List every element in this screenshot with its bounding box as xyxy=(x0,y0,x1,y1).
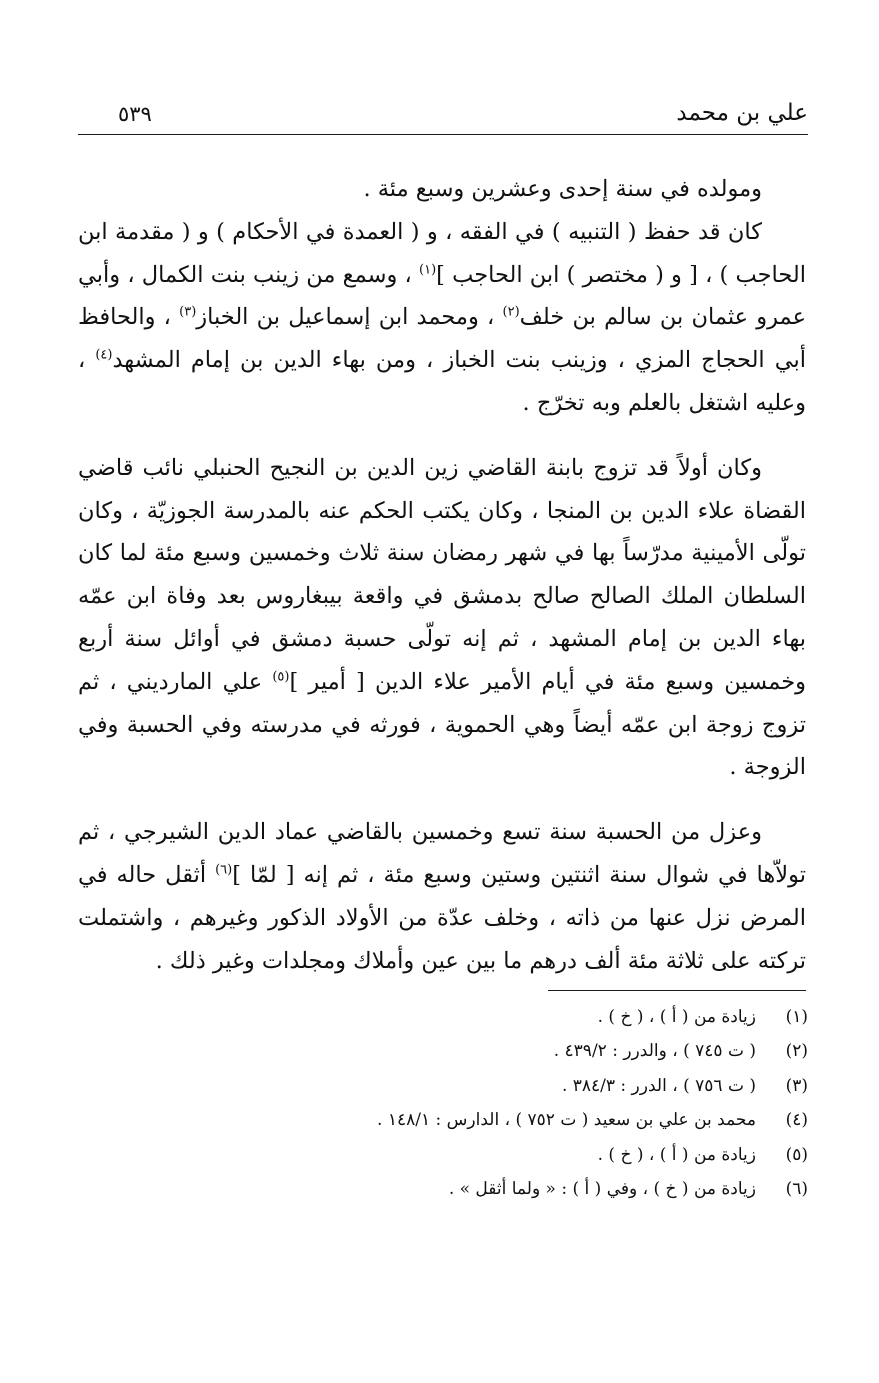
footnote xyxy=(300,1000,808,1034)
footnote-reference: (١) xyxy=(419,262,437,278)
running-header xyxy=(78,92,808,135)
footnote xyxy=(300,1103,808,1137)
footnote-reference: (٥) xyxy=(272,669,290,685)
paragraph xyxy=(78,211,806,425)
running-title: علي بن محمد xyxy=(676,100,808,126)
footnote-text: ( ت ٧٥٦ ) ، الدرر : ٣٨٤/٣ . xyxy=(561,1075,756,1096)
paragraph-text-run: ، وعليه اشتغل بالعلم وبه تخرّج . xyxy=(78,347,806,416)
paragraph-text-run: ، والحافظ أبي الحجاج المزي ، وزينب بنت الخباز ، ومن بهاء الدين بن إمام المشهد xyxy=(78,304,806,374)
footnote-number: (٢) xyxy=(785,1041,808,1062)
page-number: ٥٣٩ xyxy=(118,102,152,126)
footnote-number: (٣) xyxy=(785,1075,808,1096)
footnote-text: زيادة من ( خ ) ، وفي ( أ ) : « ولما أثقل » . xyxy=(448,1179,756,1200)
paragraph-text-run: كان قد حفظ ( التنبيه ) في الفقه ، و ( العمدة في الأحكام ) و ( مقدمة ابن الحاجب ) ، [ و ( مختصر ) ابن الحاجب ] xyxy=(78,218,807,288)
footnote-reference: (٤) xyxy=(95,347,113,363)
footnote-text: زيادة من ( أ ) ، ( خ ) . xyxy=(597,1007,756,1027)
footnote xyxy=(300,1172,808,1206)
paragraph-text-run: ومولده في سنة إحدى وعشرين وسبع مئة . xyxy=(363,176,762,202)
footnote-number: (٤) xyxy=(785,1110,808,1131)
footnote xyxy=(300,1034,808,1068)
paragraph-text-run: أثقل حاله في المرض نزل عنها من ذاته ، وخلف عدّة من الأولاد الذكور وغيرهم ، واشتملت تركته على ثلاثة مئة ألف درهم ما بين عين وأملاك ومجلدات وغير ذلك . xyxy=(78,861,807,974)
paragraph-text-run: علي المارديني ، ثم تزوج زوجة ابن عمّه أيضاً وهي الحموية ، فورثه في مدرسته وفي الحسبة وفي الزوجة . xyxy=(78,668,806,781)
footnote-number: (٦) xyxy=(785,1179,808,1200)
paragraph-text-run: ، ومحمد ابن إسماعيل بن الخباز xyxy=(196,304,503,331)
main-text xyxy=(78,168,806,982)
footnote-number: (٥) xyxy=(785,1144,808,1165)
footnotes-list xyxy=(300,1000,808,1206)
footnote xyxy=(300,1138,808,1172)
footnote-text: محمد بن علي بن سعيد ( ت ٧٥٢ ) ، الدارس : ١٤٨/١ . xyxy=(377,1110,756,1131)
footnote-number: (١) xyxy=(785,1007,808,1027)
footnote-text: ( ت ٧٤٥ ) ، والدرر : ٤٣٩/٢ . xyxy=(553,1041,756,1062)
footnote-separator xyxy=(548,990,806,991)
paragraph-text-run: وكان أولاً قد تزوج بابنة القاضي زين الدين بن النجيح الحنبلي نائب قاضي القضاة علاء الدين بن المنجا ، وكان يكتب الحكم عنه بالمدرسة الجوزيّة ، وكان تولّى الأمينية مدرّساً بها في شهر رمضان سنة ثلاث وخمسين وسبع مئة لما كان السلطان الملك الصالح صالح بدمشق في واقعة بيبغاروس بعد وفاة ابن عمّه بهاء الدين بن إمام المشهد ، ثم إنه تولّى حسبة دمشق في أوائل سنة أربع وخمسين وسبع مئة في أيام الأمير علاء الدين [ أمير ] xyxy=(78,454,806,695)
footnote xyxy=(300,1069,808,1103)
footnote-text: زيادة من ( أ ) ، ( خ ) . xyxy=(597,1144,756,1165)
footnote-reference: (٢) xyxy=(502,304,520,320)
paragraph-text-run: ، وسمع من زينب بنت الكمال ، وأبي عمرو عثمان بن سالم بن خلف xyxy=(78,261,806,331)
paragraph xyxy=(78,447,806,789)
paragraph-text-run: وعزل من الحسبة سنة تسع وخمسين بالقاضي عماد الدين الشيرجي ، ثم تولاّها في شوال سنة اثنتين وستين وسبع مئة ، ثم إنه [ لمّا ] xyxy=(78,819,806,888)
footnote-reference: (٣) xyxy=(179,304,197,320)
paragraph xyxy=(78,168,806,211)
footnote-reference: (٦) xyxy=(215,862,233,878)
paragraph xyxy=(78,811,806,982)
